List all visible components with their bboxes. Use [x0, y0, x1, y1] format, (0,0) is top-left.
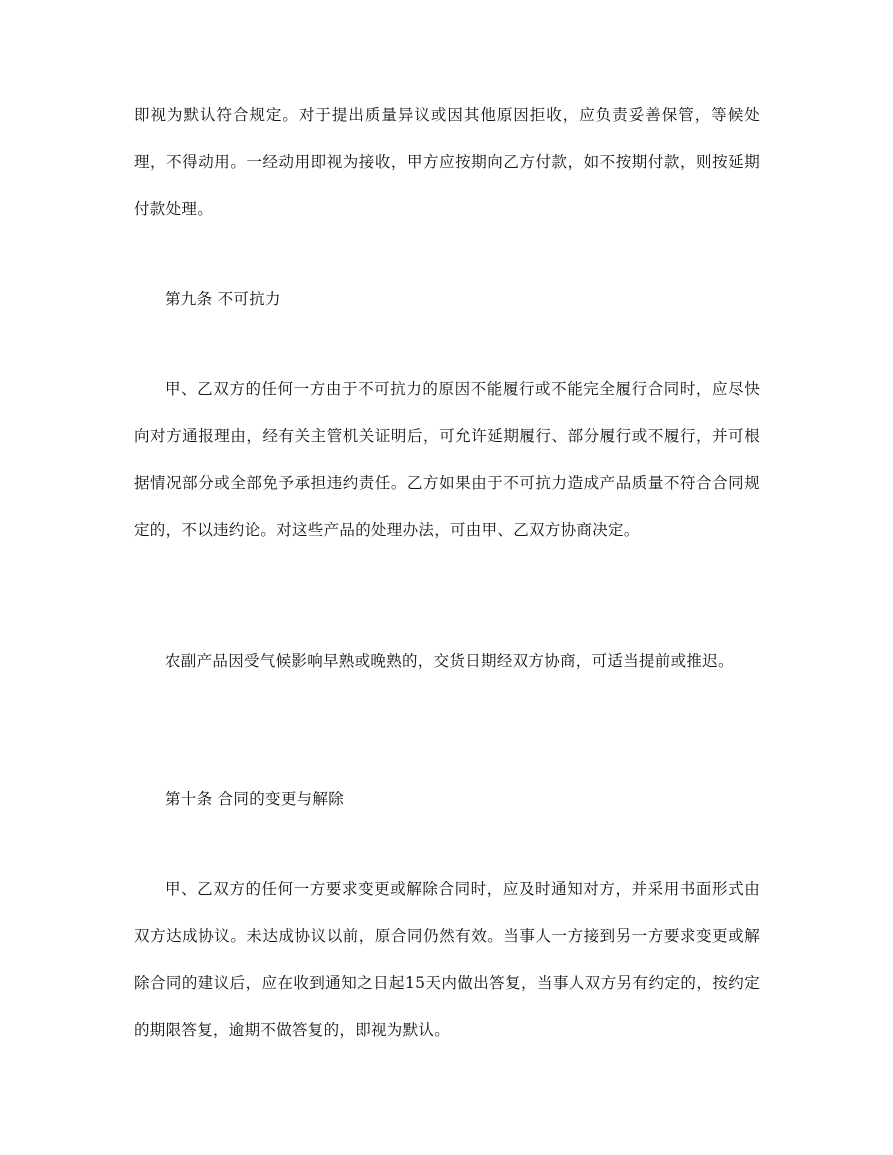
article-10-heading: 第十条 合同的变更与解除	[165, 790, 345, 808]
paragraph-continuation: 即视为默认符合规定。对于提出质量异议或因其他原因拒收，应负责妥善保管，等候处理，不得动用。一经动用即视为接收，甲方应按期向乙方付款，如不按期付款，则按延期付款处理。	[134, 106, 760, 218]
paragraph-contract-change: 甲、乙双方的任何一方要求变更或解除合同时，应及时通知对方，并采用书面形式由双方达成协议。未达成协议以前，原合同仍然有效。当事人一方接到另一方要求变更或解除合同的建议后，应在收到通知之日起15天内做出答复，当事人双方另有约定的，按约定的期限答复，逾期不做答复的，即视为默认。	[134, 880, 760, 1039]
article-9-heading: 第九条 不可抗力	[165, 290, 281, 308]
paragraph-agricultural-products: 农副产品因受气候影响早熟或晚熟的，交货日期经双方协商，可适当提前或推迟。	[165, 652, 734, 670]
paragraph-force-majeure: 甲、乙双方的任何一方由于不可抗力的原因不能履行或不能完全履行合同时，应尽快向对方通报理由，经有关主管机关证明后，可允许延期履行、部分履行或不履行，并可根据情况部分或全部免予承担违约责任。乙方如果由于不可抗力造成产品质量不符合合同规定的，不以违约论。对这些产品的处理办法，可由甲、乙双方协商决定。	[134, 380, 760, 539]
